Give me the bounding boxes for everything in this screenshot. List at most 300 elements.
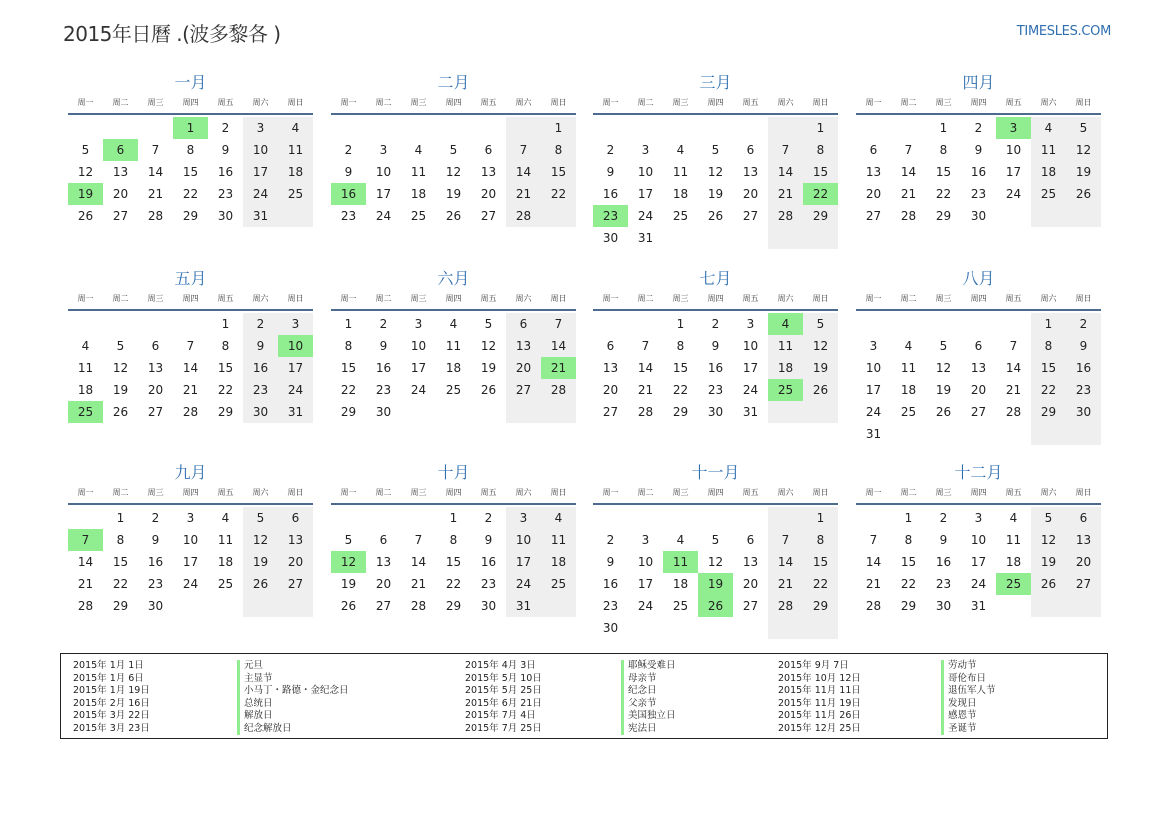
day-cell: 25 xyxy=(900,405,917,419)
day-cell: 29 xyxy=(340,405,357,419)
month-name: 十月 xyxy=(437,463,470,482)
day-cell: 4 xyxy=(904,339,913,353)
empty-cell xyxy=(698,507,733,529)
day-cell: 31 xyxy=(970,599,987,613)
day-cell: 3 xyxy=(243,117,278,139)
day-cell: 14 xyxy=(768,551,803,573)
day-cell: 11 xyxy=(768,335,803,357)
empty-cell xyxy=(401,117,436,139)
day-cell: 8 xyxy=(541,139,576,161)
weekday-label: 周二 xyxy=(900,488,917,497)
empty-cell xyxy=(103,313,138,335)
day-cell: 26 xyxy=(480,383,497,397)
day-grid xyxy=(593,313,838,423)
day-cell: 28 xyxy=(506,205,541,227)
day-cell: 1 xyxy=(449,511,458,525)
day-cell: 10 xyxy=(970,533,987,547)
weekday-label: 周六 xyxy=(515,98,532,107)
day-cell: 30 xyxy=(935,599,952,613)
day-cell: 9 xyxy=(711,339,720,353)
day-cell: 15 xyxy=(900,555,917,569)
day-cell: 1 xyxy=(1031,313,1066,335)
day-cell: 5 xyxy=(803,313,838,335)
weekday-label: 周日 xyxy=(1075,98,1092,107)
day-cell: 11 xyxy=(663,551,698,573)
day-cell: 19 xyxy=(445,187,462,201)
day-cell: 22 xyxy=(1031,379,1066,401)
day-cell: 1 xyxy=(939,121,948,135)
empty-cell xyxy=(401,507,436,529)
empty-cell xyxy=(138,313,173,335)
day-cell: 11 xyxy=(278,139,313,161)
weekday-label: 周五 xyxy=(217,488,234,497)
weekday-label: 周一 xyxy=(602,98,619,107)
day-cell: 27 xyxy=(112,209,129,223)
empty-cell xyxy=(1066,595,1101,617)
day-cell: 7 xyxy=(151,143,160,157)
day-cell: 12 xyxy=(243,529,278,551)
weekday-label: 周四 xyxy=(182,488,199,497)
empty-cell xyxy=(471,117,506,139)
day-cell: 22 xyxy=(445,577,462,591)
day-cell: 14 xyxy=(768,161,803,183)
day-cell: 17 xyxy=(410,361,427,375)
month-block xyxy=(331,462,576,617)
weekday-header xyxy=(68,97,313,111)
day-cell: 27 xyxy=(147,405,164,419)
day-cell: 6 xyxy=(484,143,493,157)
day-cell: 26 xyxy=(243,573,278,595)
day-cell: 30 xyxy=(480,599,497,613)
day-cell: 21 xyxy=(77,577,94,591)
day-cell: 23 xyxy=(217,187,234,201)
day-cell: 4 xyxy=(1031,117,1066,139)
day-cell: 26 xyxy=(77,209,94,223)
weekday-label: 周六 xyxy=(777,488,794,497)
holiday-date-column xyxy=(778,660,861,735)
day-cell: 9 xyxy=(939,533,948,547)
day-cell: 22 xyxy=(340,383,357,397)
empty-cell xyxy=(768,507,803,529)
day-grid xyxy=(68,313,313,423)
month-name: 七月 xyxy=(699,269,732,288)
empty-cell xyxy=(996,313,1031,335)
weekday-label: 周五 xyxy=(1005,488,1022,497)
day-cell: 8 xyxy=(1031,335,1066,357)
weekday-header xyxy=(856,97,1101,111)
weekday-label: 周一 xyxy=(602,488,619,497)
day-cell: 3 xyxy=(996,117,1031,139)
day-cell: 2 xyxy=(939,511,948,525)
day-cell: 30 xyxy=(147,599,164,613)
day-cell: 28 xyxy=(768,595,803,617)
day-cell: 7 xyxy=(641,339,650,353)
day-cell: 26 xyxy=(112,405,129,419)
day-cell: 22 xyxy=(803,573,838,595)
holiday-name: 退伍军人节 xyxy=(948,685,996,696)
day-cell: 15 xyxy=(803,161,838,183)
day-cell: 19 xyxy=(935,383,952,397)
day-cell: 28 xyxy=(541,379,576,401)
month-name: 四月 xyxy=(962,73,995,92)
day-cell: 6 xyxy=(103,139,138,161)
day-cell: 10 xyxy=(865,361,882,375)
month-name: 八月 xyxy=(962,269,995,288)
day-cell: 20 xyxy=(602,383,619,397)
day-cell: 12 xyxy=(112,361,129,375)
day-cell: 4 xyxy=(449,317,458,331)
day-cell: 14 xyxy=(865,555,882,569)
day-cell: 12 xyxy=(480,339,497,353)
day-cell: 28 xyxy=(900,209,917,223)
empty-cell xyxy=(768,401,803,423)
day-cell: 7 xyxy=(768,139,803,161)
day-cell: 2 xyxy=(974,121,983,135)
empty-cell xyxy=(803,617,838,639)
day-cell: 1 xyxy=(803,507,838,529)
weekday-label: 周日 xyxy=(550,488,567,497)
holiday-date: 2015年 12月 25日 xyxy=(778,722,861,734)
empty-cell xyxy=(1031,205,1066,227)
weekday-label: 周五 xyxy=(742,294,759,303)
divider xyxy=(856,113,1101,115)
day-cell: 8 xyxy=(803,139,838,161)
empty-cell xyxy=(278,205,313,227)
holiday-date: 2015年 6月 21日 xyxy=(465,697,542,709)
weekday-label: 周四 xyxy=(970,488,987,497)
holiday-date: 2015年 1月 6日 xyxy=(73,672,144,684)
empty-cell xyxy=(768,117,803,139)
day-cell: 17 xyxy=(243,161,278,183)
divider xyxy=(68,113,313,115)
day-cell: 18 xyxy=(217,555,234,569)
divider xyxy=(331,309,576,311)
day-cell: 22 xyxy=(900,577,917,591)
day-cell: 5 xyxy=(1066,117,1101,139)
weekday-label: 周四 xyxy=(970,294,987,303)
empty-cell xyxy=(173,313,208,335)
day-cell: 24 xyxy=(637,599,654,613)
empty-cell xyxy=(768,617,803,639)
day-cell: 24 xyxy=(375,209,392,223)
day-cell: 2 xyxy=(606,533,615,547)
day-cell: 1 xyxy=(676,317,685,331)
empty-cell xyxy=(698,227,733,249)
day-cell: 11 xyxy=(1031,139,1066,161)
day-cell: 22 xyxy=(217,383,234,397)
day-cell: 29 xyxy=(217,405,234,419)
month-name: 十二月 xyxy=(954,463,1003,482)
weekday-label: 周四 xyxy=(182,294,199,303)
day-cell: 10 xyxy=(637,165,654,179)
day-cell: 19 xyxy=(68,183,103,205)
weekday-label: 周二 xyxy=(900,98,917,107)
day-cell: 17 xyxy=(182,555,199,569)
empty-cell xyxy=(996,205,1031,227)
day-cell: 13 xyxy=(506,335,541,357)
weekday-label: 周二 xyxy=(112,294,129,303)
empty-cell xyxy=(541,595,576,617)
day-cell: 24 xyxy=(506,573,541,595)
holiday-name: 哥伦布日 xyxy=(948,672,987,684)
day-cell: 20 xyxy=(375,577,392,591)
day-cell: 24 xyxy=(865,405,882,419)
day-cell: 2 xyxy=(243,313,278,335)
weekday-label: 周六 xyxy=(1040,98,1057,107)
empty-cell xyxy=(856,313,891,335)
day-cell: 30 xyxy=(602,231,619,245)
day-cell: 26 xyxy=(1066,183,1101,205)
empty-cell xyxy=(698,617,733,639)
day-cell: 21 xyxy=(541,357,576,379)
day-grid xyxy=(856,507,1101,617)
empty-cell xyxy=(278,595,313,617)
weekday-label: 周四 xyxy=(445,488,462,497)
day-cell: 26 xyxy=(707,209,724,223)
day-cell: 14 xyxy=(506,161,541,183)
day-cell: 20 xyxy=(742,187,759,201)
day-cell: 21 xyxy=(768,183,803,205)
day-cell: 6 xyxy=(746,533,755,547)
empty-cell xyxy=(331,117,366,139)
holiday-name: 元旦 xyxy=(244,660,264,671)
day-cell: 19 xyxy=(480,361,497,375)
day-cell: 30 xyxy=(707,405,724,419)
day-cell: 3 xyxy=(641,143,650,157)
day-cell: 16 xyxy=(602,187,619,201)
empty-cell xyxy=(733,507,768,529)
day-cell: 8 xyxy=(939,143,948,157)
divider xyxy=(856,309,1101,311)
day-cell: 7 xyxy=(414,533,423,547)
holiday-date: 2015年 7月 4日 xyxy=(465,710,536,721)
day-cell: 15 xyxy=(935,165,952,179)
day-cell: 21 xyxy=(637,383,654,397)
holiday-date: 2015年 9月 7日 xyxy=(778,660,849,671)
day-cell: 12 xyxy=(331,551,366,573)
day-cell: 4 xyxy=(676,533,685,547)
empty-cell xyxy=(733,227,768,249)
day-cell: 5 xyxy=(344,533,353,547)
day-cell: 18 xyxy=(672,187,689,201)
holiday-name: 劳动节 xyxy=(948,660,977,671)
day-cell: 5 xyxy=(711,143,720,157)
weekday-header xyxy=(68,293,313,307)
day-cell: 6 xyxy=(974,339,983,353)
empty-cell xyxy=(366,117,401,139)
holiday-name: 母亲节 xyxy=(628,672,657,684)
day-cell: 5 xyxy=(711,533,720,547)
holiday-date: 2015年 7月 25日 xyxy=(465,722,542,734)
day-cell: 8 xyxy=(344,339,353,353)
day-cell: 23 xyxy=(147,577,164,591)
day-grid xyxy=(593,117,838,249)
day-cell: 21 xyxy=(410,577,427,591)
day-cell: 1 xyxy=(541,117,576,139)
day-cell: 28 xyxy=(865,599,882,613)
day-cell: 2 xyxy=(606,143,615,157)
day-cell: 2 xyxy=(1066,313,1101,335)
day-cell: 29 xyxy=(445,599,462,613)
month-name: 三月 xyxy=(699,73,732,92)
day-cell: 22 xyxy=(935,187,952,201)
day-cell: 4 xyxy=(768,313,803,335)
empty-cell xyxy=(1031,423,1066,445)
day-cell: 20 xyxy=(112,187,129,201)
day-cell: 8 xyxy=(449,533,458,547)
day-cell: 13 xyxy=(602,361,619,375)
day-cell: 22 xyxy=(541,183,576,205)
weekday-label: 周六 xyxy=(777,294,794,303)
divider xyxy=(593,113,838,115)
day-cell: 21 xyxy=(1005,383,1022,397)
day-cell: 14 xyxy=(900,165,917,179)
weekday-label: 周六 xyxy=(252,294,269,303)
day-cell: 11 xyxy=(445,339,462,353)
day-cell: 4 xyxy=(1009,511,1018,525)
day-cell: 23 xyxy=(707,383,724,397)
day-cell: 21 xyxy=(506,183,541,205)
day-cell: 27 xyxy=(480,209,497,223)
day-cell: 10 xyxy=(278,335,313,357)
day-cell: 31 xyxy=(278,401,313,423)
day-cell: 17 xyxy=(1005,165,1022,179)
day-cell: 19 xyxy=(112,383,129,397)
weekday-label: 周日 xyxy=(812,294,829,303)
day-cell: 29 xyxy=(900,599,917,613)
weekday-label: 周四 xyxy=(707,98,724,107)
day-cell: 3 xyxy=(379,143,388,157)
day-cell: 15 xyxy=(112,555,129,569)
day-cell: 15 xyxy=(445,555,462,569)
empty-cell xyxy=(698,117,733,139)
day-cell: 23 xyxy=(593,205,628,227)
day-cell: 18 xyxy=(77,383,94,397)
day-cell: 22 xyxy=(803,183,838,205)
weekday-label: 周三 xyxy=(410,98,427,107)
day-cell: 24 xyxy=(243,183,278,205)
empty-cell xyxy=(628,313,663,335)
empty-cell xyxy=(628,617,663,639)
day-cell: 29 xyxy=(803,595,838,617)
holiday-date: 2015年 11月 26日 xyxy=(778,710,861,721)
day-cell: 22 xyxy=(182,187,199,201)
day-cell: 21 xyxy=(900,187,917,201)
holiday-name: 解放日 xyxy=(244,710,273,721)
month-name: 九月 xyxy=(174,463,207,482)
divider xyxy=(331,113,576,115)
weekday-header xyxy=(856,293,1101,307)
day-grid xyxy=(593,507,838,639)
day-cell: 5 xyxy=(484,317,493,331)
day-cell: 27 xyxy=(602,405,619,419)
day-cell: 6 xyxy=(151,339,160,353)
day-cell: 26 xyxy=(1031,573,1066,595)
day-cell: 25 xyxy=(541,573,576,595)
day-cell: 28 xyxy=(77,599,94,613)
day-cell: 13 xyxy=(1066,529,1101,551)
empty-cell xyxy=(926,423,961,445)
day-cell: 14 xyxy=(182,361,199,375)
weekday-label: 周日 xyxy=(550,294,567,303)
holiday-date: 2015年 4月 3日 xyxy=(465,660,536,671)
day-cell: 8 xyxy=(904,533,913,547)
day-cell: 23 xyxy=(935,577,952,591)
site-link[interactable]: TIMESLES.COM xyxy=(1016,24,1111,39)
day-cell: 17 xyxy=(865,383,882,397)
holiday-date: 2015年 1月 19日 xyxy=(73,685,150,696)
day-grid xyxy=(331,117,576,227)
weekday-header xyxy=(331,97,576,111)
day-cell: 1 xyxy=(116,511,125,525)
day-cell: 29 xyxy=(935,209,952,223)
empty-cell xyxy=(68,313,103,335)
day-cell: 4 xyxy=(541,507,576,529)
day-cell: 11 xyxy=(541,529,576,551)
weekday-label: 周二 xyxy=(637,98,654,107)
holiday-name: 纪念日 xyxy=(628,685,657,696)
day-cell: 6 xyxy=(1066,507,1101,529)
day-cell: 17 xyxy=(637,577,654,591)
day-cell: 14 xyxy=(147,165,164,179)
day-cell: 27 xyxy=(970,405,987,419)
day-cell: 9 xyxy=(606,555,615,569)
day-cell: 17 xyxy=(970,555,987,569)
day-cell: 10 xyxy=(742,339,759,353)
divider xyxy=(593,503,838,505)
day-cell: 3 xyxy=(278,313,313,335)
day-cell: 12 xyxy=(1066,139,1101,161)
day-cell: 25 xyxy=(410,209,427,223)
weekday-label: 周六 xyxy=(515,488,532,497)
empty-cell xyxy=(803,227,838,249)
weekday-label: 周三 xyxy=(935,488,952,497)
month-block xyxy=(68,462,313,617)
day-cell: 28 xyxy=(147,209,164,223)
day-grid xyxy=(68,117,313,227)
month-name: 十一月 xyxy=(691,463,740,482)
weekday-label: 周六 xyxy=(1040,488,1057,497)
divider xyxy=(331,503,576,505)
day-cell: 26 xyxy=(698,595,733,617)
day-cell: 28 xyxy=(182,405,199,419)
empty-cell xyxy=(506,401,541,423)
day-cell: 16 xyxy=(147,555,164,569)
day-cell: 12 xyxy=(445,165,462,179)
day-cell: 23 xyxy=(340,209,357,223)
day-grid xyxy=(331,507,576,617)
weekday-label: 周二 xyxy=(375,294,392,303)
holiday-name-column xyxy=(621,660,676,735)
day-cell: 28 xyxy=(410,599,427,613)
day-cell: 3 xyxy=(869,339,878,353)
day-cell: 9 xyxy=(484,533,493,547)
weekday-label: 周三 xyxy=(147,488,164,497)
empty-cell xyxy=(733,117,768,139)
day-cell: 3 xyxy=(974,511,983,525)
day-cell: 23 xyxy=(1066,379,1101,401)
holiday-list xyxy=(60,653,1108,739)
weekday-label: 周日 xyxy=(287,294,304,303)
day-cell: 27 xyxy=(742,599,759,613)
day-cell: 21 xyxy=(768,573,803,595)
day-cell: 19 xyxy=(698,573,733,595)
month-block xyxy=(593,72,838,249)
empty-cell xyxy=(733,617,768,639)
weekday-label: 周一 xyxy=(340,488,357,497)
day-cell: 16 xyxy=(217,165,234,179)
empty-cell xyxy=(961,313,996,335)
